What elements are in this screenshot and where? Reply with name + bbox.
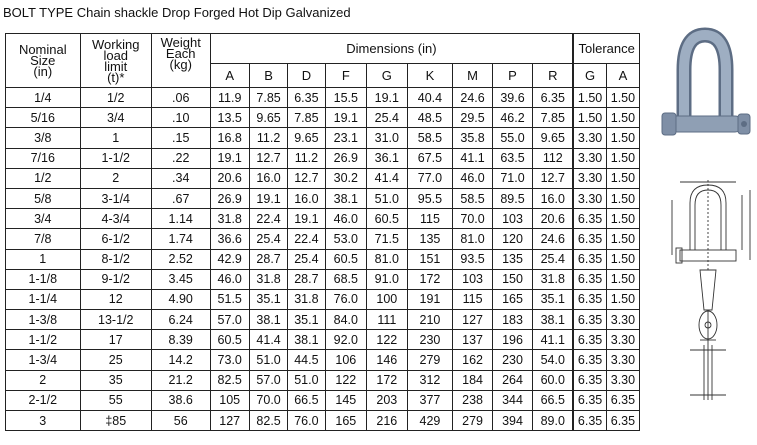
table-cell: 46.0 <box>325 209 367 229</box>
table-cell: 22.4 <box>249 209 287 229</box>
table-cell: 42.9 <box>210 249 249 269</box>
table-cell: 162 <box>453 350 492 370</box>
tolerance-header: Tolerance <box>573 34 639 64</box>
table-cell: 3/4 <box>6 209 81 229</box>
table-cell: 6.35 <box>573 269 606 289</box>
table-cell: 135 <box>407 229 453 249</box>
table-cell: 112 <box>533 148 574 168</box>
dim-col-g: G <box>367 64 407 88</box>
table-cell: 15.5 <box>325 88 367 108</box>
page-title: BOLT TYPE Chain shackle Drop Forged Hot Dip Galvanized <box>3 5 351 20</box>
table-cell: 51.5 <box>210 289 249 309</box>
table-cell: 1-3/4 <box>6 350 81 370</box>
table-cell: 40.4 <box>407 88 453 108</box>
table-row <box>6 370 640 390</box>
table-cell: 6.35 <box>533 88 574 108</box>
table-cell: 16.0 <box>533 188 574 208</box>
table-cell: 22.4 <box>288 229 325 249</box>
table-cell: 57.0 <box>210 310 249 330</box>
table-cell: 100 <box>367 289 407 309</box>
table-cell: 28.7 <box>288 269 325 289</box>
table-cell: 11.9 <box>210 88 249 108</box>
table-cell: 1/2 <box>6 168 81 188</box>
table-cell: 12.7 <box>288 168 325 188</box>
table-cell: 1 <box>80 128 151 148</box>
table-cell: 394 <box>492 411 532 431</box>
table-cell: 16.0 <box>249 168 287 188</box>
table-cell: 20.6 <box>210 168 249 188</box>
table-row <box>6 390 640 410</box>
table-cell: 19.1 <box>210 148 249 168</box>
shackle-illustration <box>650 0 757 445</box>
table-cell: 7.85 <box>249 88 287 108</box>
table-cell: 53.0 <box>325 229 367 249</box>
table-cell: 3.30 <box>606 310 639 330</box>
table-cell: 145 <box>325 390 367 410</box>
table-cell: 3.30 <box>573 168 606 188</box>
dim-col-b: B <box>249 64 287 88</box>
table-cell: 122 <box>325 370 367 390</box>
table-cell: 57.0 <box>249 370 287 390</box>
table-cell: 6.35 <box>573 411 606 431</box>
table-cell: 279 <box>407 350 453 370</box>
table-row <box>6 269 640 289</box>
table-cell: 24.6 <box>453 88 492 108</box>
table-cell: 77.0 <box>407 168 453 188</box>
table-cell: 1.14 <box>151 209 210 229</box>
table-cell: 1.74 <box>151 229 210 249</box>
table-cell: 36.1 <box>367 148 407 168</box>
shackle-dimension-drawing-icon <box>672 180 750 400</box>
table-cell: .34 <box>151 168 210 188</box>
table-cell: 12 <box>80 289 151 309</box>
nominal-size-header: Nominal Size (in) <box>6 34 81 88</box>
table-cell: 377 <box>407 390 453 410</box>
table-cell: 165 <box>492 289 532 309</box>
table-cell: 106 <box>325 350 367 370</box>
table-cell: 1.50 <box>606 289 639 309</box>
table-cell: 25.4 <box>533 249 574 269</box>
table-cell: 36.6 <box>210 229 249 249</box>
header-row-top <box>6 34 640 64</box>
table-cell: 1-3/8 <box>6 310 81 330</box>
table-cell: 91.0 <box>367 269 407 289</box>
table-cell: 41.4 <box>249 330 287 350</box>
table-cell: 115 <box>453 289 492 309</box>
table-cell: 6.35 <box>288 88 325 108</box>
table-cell: 11.2 <box>249 128 287 148</box>
table-cell: 203 <box>367 390 407 410</box>
table-cell: 6.35 <box>573 370 606 390</box>
table-cell: 135 <box>492 249 532 269</box>
table-cell: 6.35 <box>606 411 639 431</box>
table-cell: 19.1 <box>288 209 325 229</box>
table-cell: 1/4 <box>6 88 81 108</box>
table-cell: 2 <box>6 370 81 390</box>
table-cell: 279 <box>453 411 492 431</box>
table-cell: 6.35 <box>573 350 606 370</box>
table-cell: 5/8 <box>6 188 81 208</box>
table-cell: 30.2 <box>325 168 367 188</box>
table-cell: 56 <box>151 411 210 431</box>
table-cell: 3-1/4 <box>80 188 151 208</box>
table-cell: 66.5 <box>288 390 325 410</box>
table-cell: 31.8 <box>249 269 287 289</box>
table-cell: 25.4 <box>367 108 407 128</box>
table-cell: 165 <box>325 411 367 431</box>
table-cell: 3.30 <box>606 350 639 370</box>
table-row <box>6 289 640 309</box>
table-cell: 3.30 <box>573 128 606 148</box>
table-cell: 14.2 <box>151 350 210 370</box>
table-cell: 44.5 <box>288 350 325 370</box>
table-cell: 1.50 <box>606 229 639 249</box>
table-cell: 17 <box>80 330 151 350</box>
table-cell: 31.8 <box>210 209 249 229</box>
table-cell: 58.5 <box>407 128 453 148</box>
table-cell: 6-1/2 <box>80 229 151 249</box>
table-cell: 1.50 <box>606 269 639 289</box>
table-cell: 54.0 <box>533 350 574 370</box>
table-cell: 16.0 <box>288 188 325 208</box>
table-cell: 84.0 <box>325 310 367 330</box>
table-cell: 41.1 <box>533 330 574 350</box>
table-cell: 8.39 <box>151 330 210 350</box>
table-cell: 137 <box>453 330 492 350</box>
table-row <box>6 188 640 208</box>
table-cell: 51.0 <box>249 350 287 370</box>
table-cell: 41.4 <box>367 168 407 188</box>
table-cell: 1 <box>6 249 81 269</box>
table-cell: 1-1/4 <box>6 289 81 309</box>
table-cell: 28.7 <box>249 249 287 269</box>
table-cell: 184 <box>453 370 492 390</box>
table-cell: 67.5 <box>407 148 453 168</box>
table-cell: 82.5 <box>210 370 249 390</box>
table-cell: 11.2 <box>288 148 325 168</box>
table-cell: 51.0 <box>367 188 407 208</box>
table-cell: 183 <box>492 310 532 330</box>
table-cell: 55 <box>80 390 151 410</box>
table-cell: 26.9 <box>325 148 367 168</box>
table-cell: 103 <box>453 269 492 289</box>
table-cell: 115 <box>407 209 453 229</box>
table-cell: 105 <box>210 390 249 410</box>
table-row <box>6 310 640 330</box>
table-cell: 120 <box>492 229 532 249</box>
table-cell: 9.65 <box>533 128 574 148</box>
weight-header: Weight Each (kg) <box>151 34 210 88</box>
table-cell: 2-1/2 <box>6 390 81 410</box>
table-cell: 6.35 <box>573 209 606 229</box>
table-cell: 92.0 <box>325 330 367 350</box>
table-cell: 39.6 <box>492 88 532 108</box>
dim-col-f: F <box>325 64 367 88</box>
table-cell: 20.6 <box>533 209 574 229</box>
table-cell: 1-1/2 <box>80 148 151 168</box>
table-cell: 312 <box>407 370 453 390</box>
table-cell: 38.1 <box>249 310 287 330</box>
table-cell: 1.50 <box>573 108 606 128</box>
table-cell: 55.0 <box>492 128 532 148</box>
table-cell: 6.35 <box>573 229 606 249</box>
table-cell: 9.65 <box>288 128 325 148</box>
table-cell: 1.50 <box>606 128 639 148</box>
table-cell: 38.6 <box>151 390 210 410</box>
table-cell: 6.35 <box>573 310 606 330</box>
table-cell: 71.5 <box>367 229 407 249</box>
table-cell: 70.0 <box>249 390 287 410</box>
table-cell: 2.52 <box>151 249 210 269</box>
table-cell: 210 <box>407 310 453 330</box>
table-cell: 35.1 <box>288 310 325 330</box>
dim-col-p: P <box>492 64 532 88</box>
table-cell: .15 <box>151 128 210 148</box>
table-cell: 73.0 <box>210 350 249 370</box>
table-cell: 60.0 <box>533 370 574 390</box>
table-cell: 230 <box>407 330 453 350</box>
table-cell: 19.1 <box>367 88 407 108</box>
table-cell: 35.1 <box>249 289 287 309</box>
table-cell: 35.1 <box>533 289 574 309</box>
table-cell: 76.0 <box>325 289 367 309</box>
table-cell: 82.5 <box>249 411 287 431</box>
table-cell: 93.5 <box>453 249 492 269</box>
table-cell: 25.4 <box>288 249 325 269</box>
table-cell: 344 <box>492 390 532 410</box>
table-cell: 3 <box>6 411 81 431</box>
table-cell: 264 <box>492 370 532 390</box>
table-cell: 103 <box>492 209 532 229</box>
table-row <box>6 108 640 128</box>
table-cell: 46.0 <box>210 269 249 289</box>
table-cell: 3.30 <box>606 370 639 390</box>
table-cell: 16.8 <box>210 128 249 148</box>
tol-col-a: A <box>606 64 639 88</box>
table-cell: 19.1 <box>325 108 367 128</box>
table-cell: .10 <box>151 108 210 128</box>
table-cell: 12.7 <box>249 148 287 168</box>
table-cell: 4-3/4 <box>80 209 151 229</box>
table-cell: 3.45 <box>151 269 210 289</box>
table-cell: 31.8 <box>533 269 574 289</box>
table-cell: 35 <box>80 370 151 390</box>
table-cell: .06 <box>151 88 210 108</box>
table-cell: 19.1 <box>249 188 287 208</box>
table-cell: 151 <box>407 249 453 269</box>
table-cell: 68.5 <box>325 269 367 289</box>
table-cell: 38.1 <box>325 188 367 208</box>
table-cell: 6.35 <box>573 249 606 269</box>
table-cell: 172 <box>367 370 407 390</box>
table-cell: 238 <box>453 390 492 410</box>
table-cell: 5/16 <box>6 108 81 128</box>
table-cell: 29.5 <box>453 108 492 128</box>
dim-col-a: A <box>210 64 249 88</box>
table-cell: 230 <box>492 350 532 370</box>
table-cell: 71.0 <box>492 168 532 188</box>
table-cell: 146 <box>367 350 407 370</box>
table-cell: 8-1/2 <box>80 249 151 269</box>
table-row <box>6 350 640 370</box>
table-cell: 38.1 <box>533 310 574 330</box>
table-cell: 66.5 <box>533 390 574 410</box>
table-cell: 1.50 <box>606 108 639 128</box>
table-cell: 38.1 <box>288 330 325 350</box>
table-cell: 122 <box>367 330 407 350</box>
table-cell: 111 <box>367 310 407 330</box>
table-cell: 6.35 <box>606 390 639 410</box>
tol-col-g: G <box>573 64 606 88</box>
table-row <box>6 88 640 108</box>
table-cell: 89.0 <box>533 411 574 431</box>
table-cell: 429 <box>407 411 453 431</box>
table-row <box>6 209 640 229</box>
table-cell: 150 <box>492 269 532 289</box>
table-cell: 216 <box>367 411 407 431</box>
specs-table-body <box>6 88 640 431</box>
table-cell: 60.5 <box>325 249 367 269</box>
table-cell: 196 <box>492 330 532 350</box>
table-cell: 7.85 <box>533 108 574 128</box>
table-cell: 26.9 <box>210 188 249 208</box>
table-cell: 95.5 <box>407 188 453 208</box>
dimensions-header: Dimensions (in) <box>210 34 573 64</box>
table-cell: 9.65 <box>249 108 287 128</box>
table-cell: 46.0 <box>453 168 492 188</box>
table-cell: 81.0 <box>367 249 407 269</box>
table-cell: 7/16 <box>6 148 81 168</box>
table-cell: 13.5 <box>210 108 249 128</box>
table-cell: 1.50 <box>573 88 606 108</box>
table-cell: 1.50 <box>606 88 639 108</box>
table-cell: 48.5 <box>407 108 453 128</box>
table-cell: 1-1/2 <box>6 330 81 350</box>
table-cell: 2 <box>80 168 151 188</box>
table-cell: 12.7 <box>533 168 574 188</box>
table-cell: 191 <box>407 289 453 309</box>
table-row <box>6 411 640 431</box>
table-cell: 25 <box>80 350 151 370</box>
table-cell: ‡85 <box>80 411 151 431</box>
table-cell: 1.50 <box>606 168 639 188</box>
table-cell: 63.5 <box>492 148 532 168</box>
table-cell: .22 <box>151 148 210 168</box>
table-row <box>6 168 640 188</box>
table-cell: 1-1/8 <box>6 269 81 289</box>
table-cell: 89.5 <box>492 188 532 208</box>
table-cell: 76.0 <box>288 411 325 431</box>
table-cell: 9-1/2 <box>80 269 151 289</box>
table-row <box>6 330 640 350</box>
table-cell: 70.0 <box>453 209 492 229</box>
table-cell: 3.30 <box>573 188 606 208</box>
table-cell: 127 <box>210 411 249 431</box>
dim-col-d: D <box>288 64 325 88</box>
shackle-photo-icon <box>662 35 750 135</box>
table-cell: 3/8 <box>6 128 81 148</box>
table-cell: 13-1/2 <box>80 310 151 330</box>
table-cell: .67 <box>151 188 210 208</box>
table-cell: 6.35 <box>573 289 606 309</box>
table-cell: 46.2 <box>492 108 532 128</box>
table-cell: 1.50 <box>606 249 639 269</box>
table-cell: 6.35 <box>573 390 606 410</box>
dim-col-k: K <box>407 64 453 88</box>
table-cell: 6.24 <box>151 310 210 330</box>
table-cell: 35.8 <box>453 128 492 148</box>
table-cell: 7.85 <box>288 108 325 128</box>
table-cell: 172 <box>407 269 453 289</box>
table-cell: 1.50 <box>606 148 639 168</box>
table-cell: 24.6 <box>533 229 574 249</box>
table-cell: 51.0 <box>288 370 325 390</box>
specs-table <box>5 33 640 431</box>
table-cell: 7/8 <box>6 229 81 249</box>
table-cell: 41.1 <box>453 148 492 168</box>
table-cell: 58.5 <box>453 188 492 208</box>
table-cell: 1.50 <box>606 209 639 229</box>
table-row <box>6 249 640 269</box>
table-cell: 6.35 <box>573 330 606 350</box>
table-cell: 3/4 <box>80 108 151 128</box>
table-cell: 25.4 <box>249 229 287 249</box>
table-cell: 3.30 <box>606 330 639 350</box>
table-cell: 23.1 <box>325 128 367 148</box>
table-cell: 21.2 <box>151 370 210 390</box>
table-cell: 60.5 <box>210 330 249 350</box>
table-row <box>6 128 640 148</box>
table-cell: 31.8 <box>288 289 325 309</box>
table-cell: 1/2 <box>80 88 151 108</box>
table-cell: 60.5 <box>367 209 407 229</box>
working-load-header: Working load limit (t)* <box>80 34 151 88</box>
table-cell: 81.0 <box>453 229 492 249</box>
table-cell: 1.50 <box>606 188 639 208</box>
table-cell: 3.30 <box>573 148 606 168</box>
dim-col-m: M <box>453 64 492 88</box>
table-row <box>6 229 640 249</box>
table-cell: 31.0 <box>367 128 407 148</box>
dim-col-r: R <box>533 64 574 88</box>
table-row <box>6 148 640 168</box>
table-cell: 4.90 <box>151 289 210 309</box>
table-cell: 127 <box>453 310 492 330</box>
